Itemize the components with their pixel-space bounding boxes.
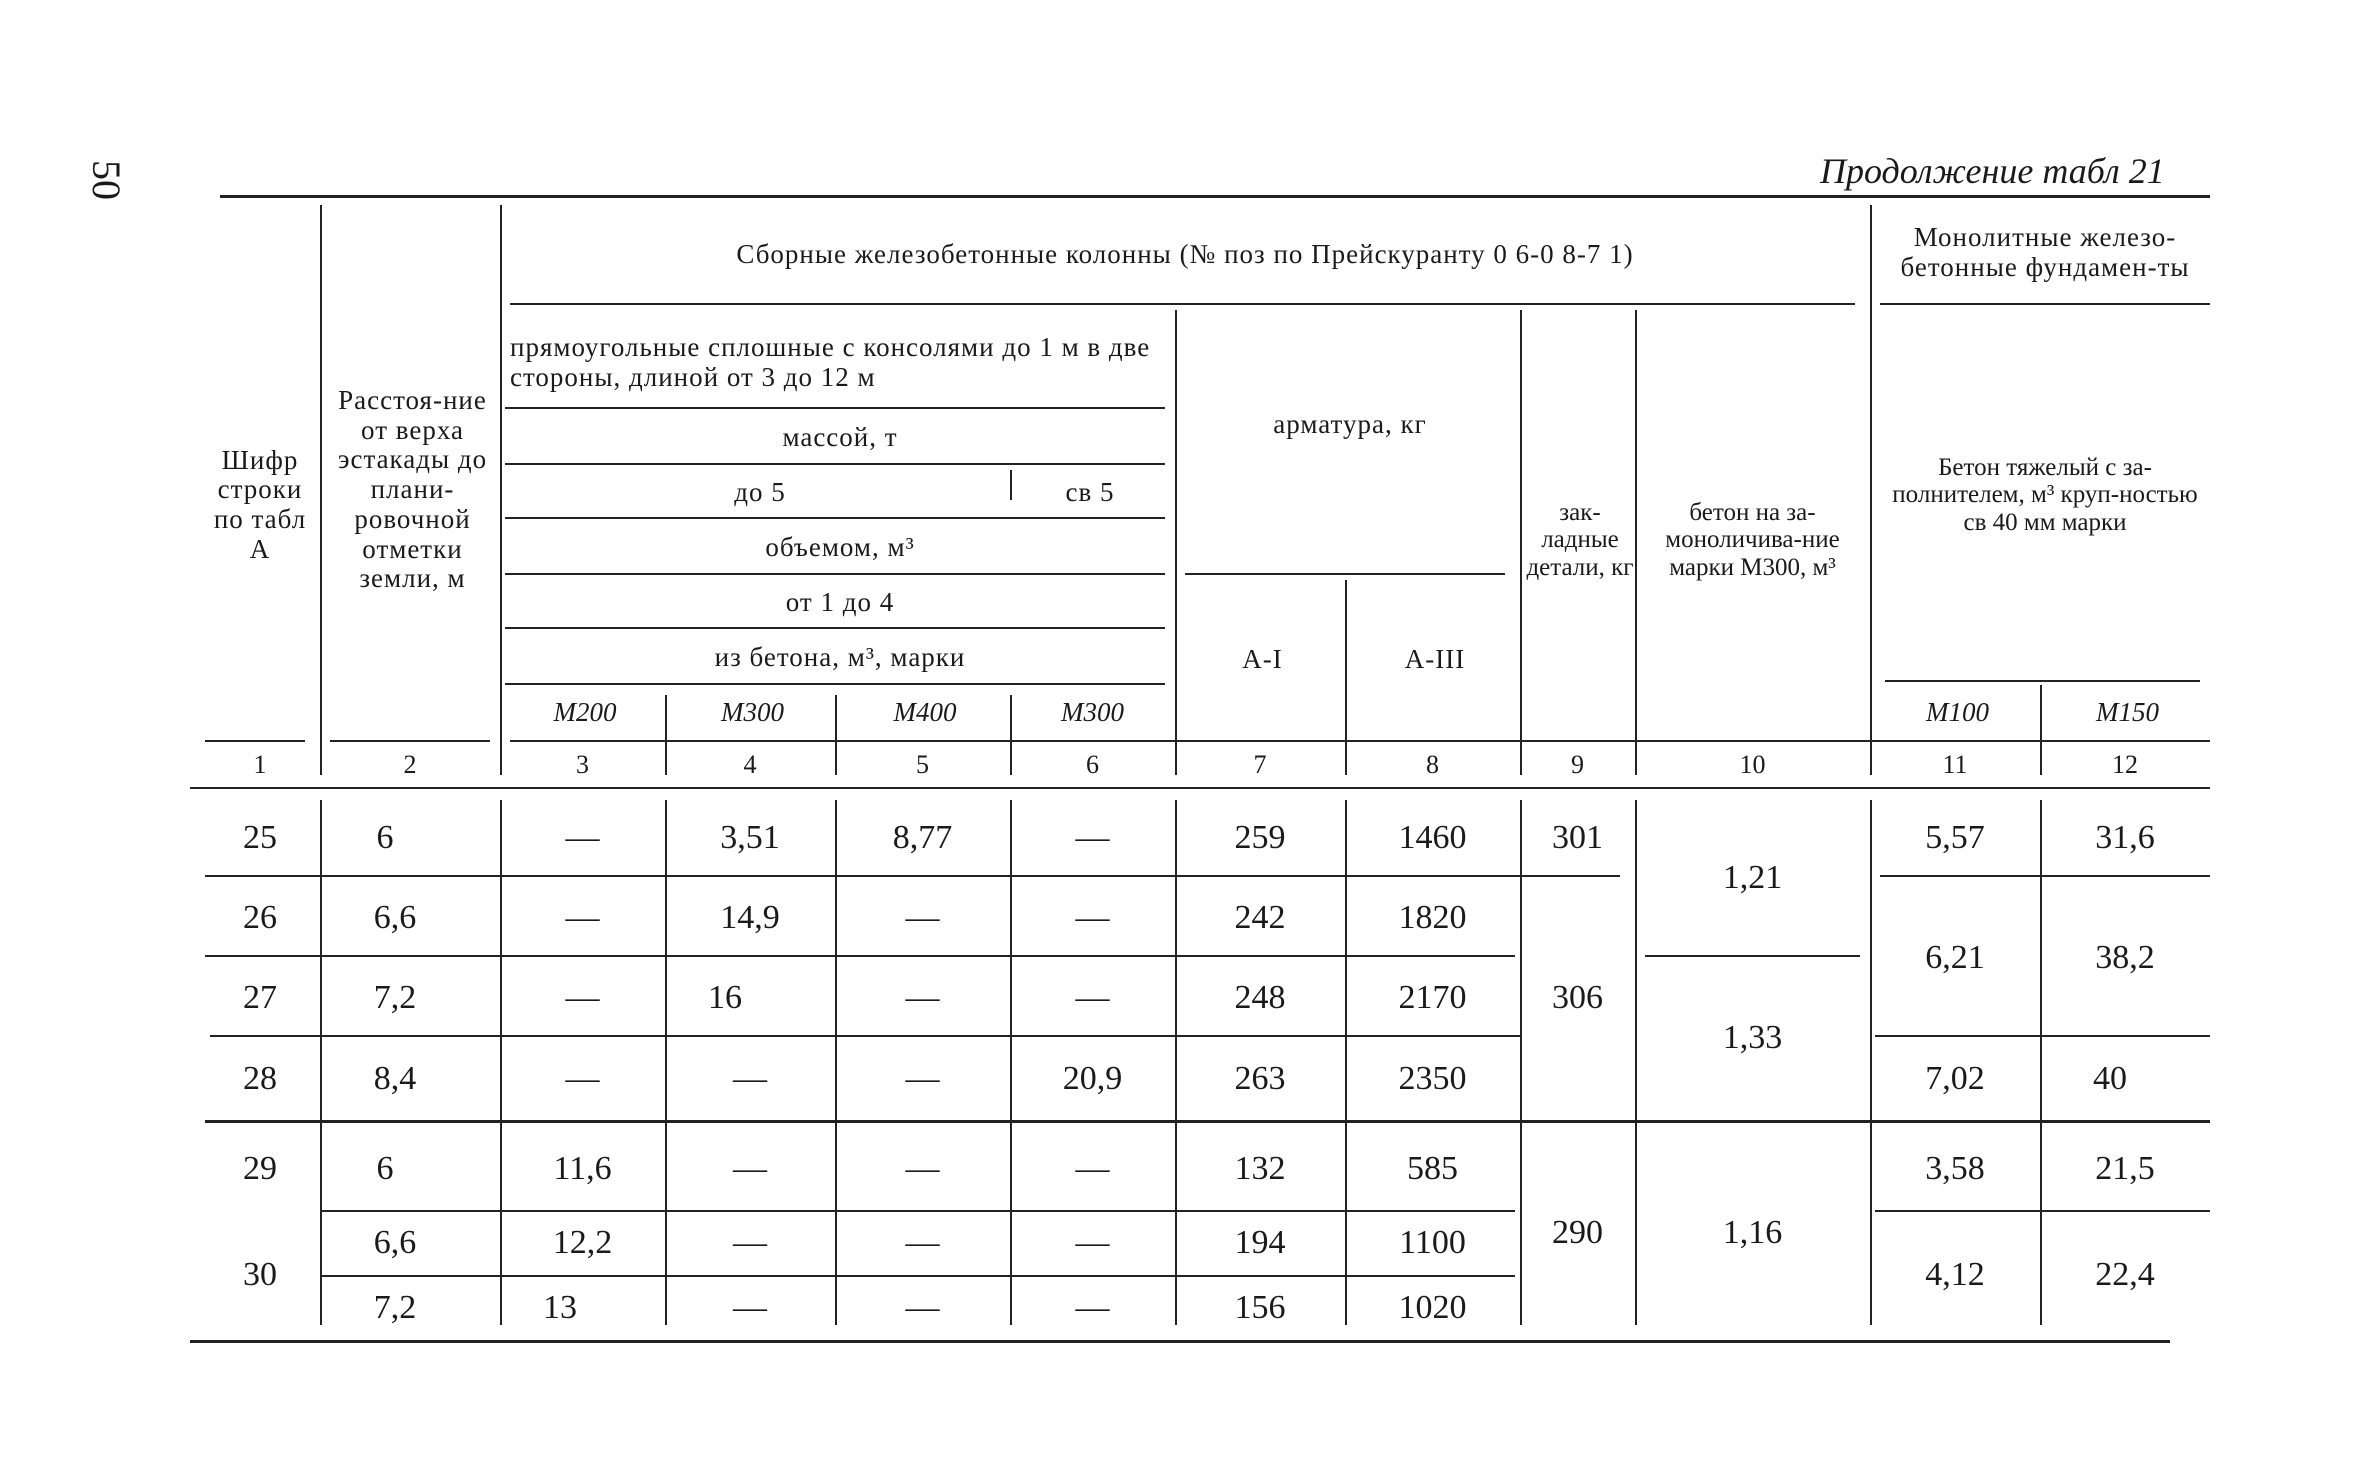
grade-label: М300 bbox=[1061, 696, 1124, 727]
column-number: 12 bbox=[2112, 749, 2138, 779]
grade-label: М150 bbox=[2096, 696, 2159, 727]
table-cell: 2350 bbox=[1398, 1060, 1467, 1098]
table-cell: 13 bbox=[543, 1289, 577, 1327]
header-precast-columns: Сборные железобетонные колонны (№ поз по Прейскуранту 0 6-0 8-7 1) bbox=[736, 239, 1634, 270]
table-cell: 31,6 bbox=[2095, 819, 2155, 857]
table-cell: 21,5 bbox=[2095, 1150, 2155, 1188]
header-upto5: до 5 bbox=[734, 476, 786, 507]
column-number: 2 bbox=[403, 749, 417, 779]
table-cell: 7,2 bbox=[373, 1289, 417, 1327]
merged-cell-grout: 1,21 bbox=[1722, 859, 1783, 897]
table-cell: 2170 bbox=[1398, 979, 1467, 1017]
table-cell: — bbox=[1075, 899, 1110, 937]
table-cell: — bbox=[905, 979, 940, 1017]
table-cell: — bbox=[905, 1224, 940, 1262]
table-cell: — bbox=[1075, 979, 1110, 1017]
table-cell: — bbox=[565, 979, 600, 1017]
table-cell: 11,6 bbox=[553, 1150, 612, 1188]
table-cell: 1100 bbox=[1399, 1224, 1466, 1262]
table-cell: 1020 bbox=[1398, 1289, 1467, 1327]
table-cell: 5,57 bbox=[1925, 819, 1985, 857]
table-cell: — bbox=[905, 899, 940, 937]
table-row-code: 28 bbox=[243, 1060, 277, 1098]
table-cell: 194 bbox=[1234, 1224, 1286, 1262]
header-over5: св 5 bbox=[1065, 476, 1115, 507]
merged-cell-embedded: 301 bbox=[1552, 819, 1603, 857]
table-cell: 132 bbox=[1234, 1150, 1286, 1188]
header-volume-range: от 1 до 4 bbox=[785, 586, 895, 617]
table-cell: — bbox=[1075, 1150, 1110, 1188]
table-row-code: 26 bbox=[243, 899, 277, 937]
table-cell: — bbox=[565, 819, 600, 857]
table-cell: 14,9 bbox=[720, 899, 780, 937]
table-cell: 22,4 bbox=[2095, 1256, 2155, 1294]
column-number: 4 bbox=[743, 749, 757, 779]
table-cell: — bbox=[733, 1224, 767, 1262]
header-distance: Расстоя-ние от верха эстакады до плани-ровочной отметки земли, м bbox=[337, 385, 488, 594]
table-cell: 8,4 bbox=[373, 1060, 417, 1098]
grade-label: М400 bbox=[893, 696, 957, 727]
table-cell: 242 bbox=[1234, 899, 1286, 937]
grade-label: М100 bbox=[1926, 696, 1989, 727]
table-caption: Продолжение табл 21 bbox=[1820, 151, 2165, 191]
header-mass: массой, т bbox=[782, 421, 898, 452]
merged-cell-grout: 1,33 bbox=[1722, 1018, 1783, 1056]
table-cell: 585 bbox=[1407, 1150, 1458, 1188]
table-cell: 6,6 bbox=[373, 899, 417, 937]
column-number: 11 bbox=[1942, 749, 1968, 779]
header-embedded: зак-ладные детали, кг bbox=[1526, 498, 1634, 581]
merged-cell-grout: 1,16 bbox=[1722, 1213, 1783, 1251]
table-cell: — bbox=[905, 1060, 940, 1098]
column-number: 8 bbox=[1426, 749, 1439, 779]
table-cell: — bbox=[565, 1060, 600, 1098]
merged-cell-embedded: 290 bbox=[1552, 1213, 1603, 1251]
table-cell: — bbox=[565, 899, 600, 937]
table-cell: 20,9 bbox=[1062, 1060, 1123, 1098]
column-number: 6 bbox=[1086, 749, 1099, 779]
table-cell: 1460 bbox=[1398, 819, 1467, 857]
table-cell: 6,21 bbox=[1925, 939, 1985, 977]
table-cell: 4,12 bbox=[1925, 1256, 1985, 1294]
table-cell: — bbox=[733, 1289, 767, 1327]
table-cell: — bbox=[733, 1060, 767, 1098]
table-cell: 6,6 bbox=[373, 1224, 417, 1262]
header-heavy-concrete: Бетон тяжелый с за-полнителем, м³ круп-ностью св 40 мм марки bbox=[1892, 453, 2198, 536]
column-number: 10 bbox=[1739, 749, 1766, 779]
table-cell: 40 bbox=[2093, 1060, 2127, 1098]
merged-cell-embedded: 306 bbox=[1552, 979, 1603, 1017]
table-cell: 7,02 bbox=[1925, 1060, 1985, 1098]
table-row-code: 25 bbox=[243, 819, 277, 857]
table-cell: 12,2 bbox=[552, 1224, 613, 1262]
table-row-code: 30 bbox=[243, 1256, 277, 1294]
column-number: 3 bbox=[576, 749, 589, 779]
table-cell: 8,77 bbox=[892, 819, 953, 857]
column-number: 9 bbox=[1571, 749, 1584, 779]
table-cell: 6 bbox=[376, 1150, 394, 1188]
table-row-code: 29 bbox=[243, 1150, 277, 1188]
header-rect-columns: прямоугольные сплошные с консолями до 1 м в две стороны, длиной от 3 до 12 м bbox=[510, 331, 1151, 392]
table-cell: 3,58 bbox=[1925, 1150, 1985, 1188]
table-cell: 1820 bbox=[1398, 899, 1467, 937]
table-cell: — bbox=[905, 1150, 940, 1188]
header-volume: объемом, м³ bbox=[765, 531, 915, 562]
grade-label: М300 bbox=[721, 696, 784, 727]
table-cell: — bbox=[733, 1150, 767, 1188]
table-cell: 259 bbox=[1234, 819, 1286, 857]
grade-label: М200 bbox=[553, 696, 617, 727]
header-concrete: из бетона, м³, марки bbox=[714, 641, 966, 672]
table-cell: — bbox=[1075, 819, 1110, 857]
column-number: 7 bbox=[1253, 749, 1267, 779]
column-number: 1 bbox=[253, 749, 267, 779]
header-code: Шифр строки по табл А bbox=[213, 444, 307, 564]
table-cell: 263 bbox=[1234, 1060, 1286, 1098]
table-cell: 3,51 bbox=[720, 819, 780, 857]
data-table bbox=[190, 195, 2210, 1345]
header-a3: А-III bbox=[1404, 644, 1466, 675]
table-cell: 6 bbox=[376, 819, 394, 857]
table-row-code: 27 bbox=[243, 979, 277, 1017]
header-a1: А-I bbox=[1242, 644, 1283, 675]
table-cell: 156 bbox=[1234, 1289, 1286, 1327]
header-monolith: Монолитные железо-бетонные фундамен-ты bbox=[1900, 221, 2190, 282]
table-cell: 7,2 bbox=[373, 979, 417, 1017]
header-armature: арматура, кг bbox=[1273, 409, 1427, 440]
table-cell: 16 bbox=[708, 979, 742, 1017]
table-cell: 248 bbox=[1234, 979, 1286, 1017]
header-grout: бетон на за-моноличива-ние марки М300, м³ bbox=[1665, 498, 1840, 581]
table-cell: 38,2 bbox=[2095, 939, 2155, 977]
table-cell: — bbox=[1075, 1224, 1110, 1262]
table-cell: — bbox=[905, 1289, 940, 1327]
table-cell: — bbox=[1075, 1289, 1110, 1327]
column-number: 5 bbox=[916, 749, 929, 779]
page-number: 50 bbox=[84, 160, 129, 200]
